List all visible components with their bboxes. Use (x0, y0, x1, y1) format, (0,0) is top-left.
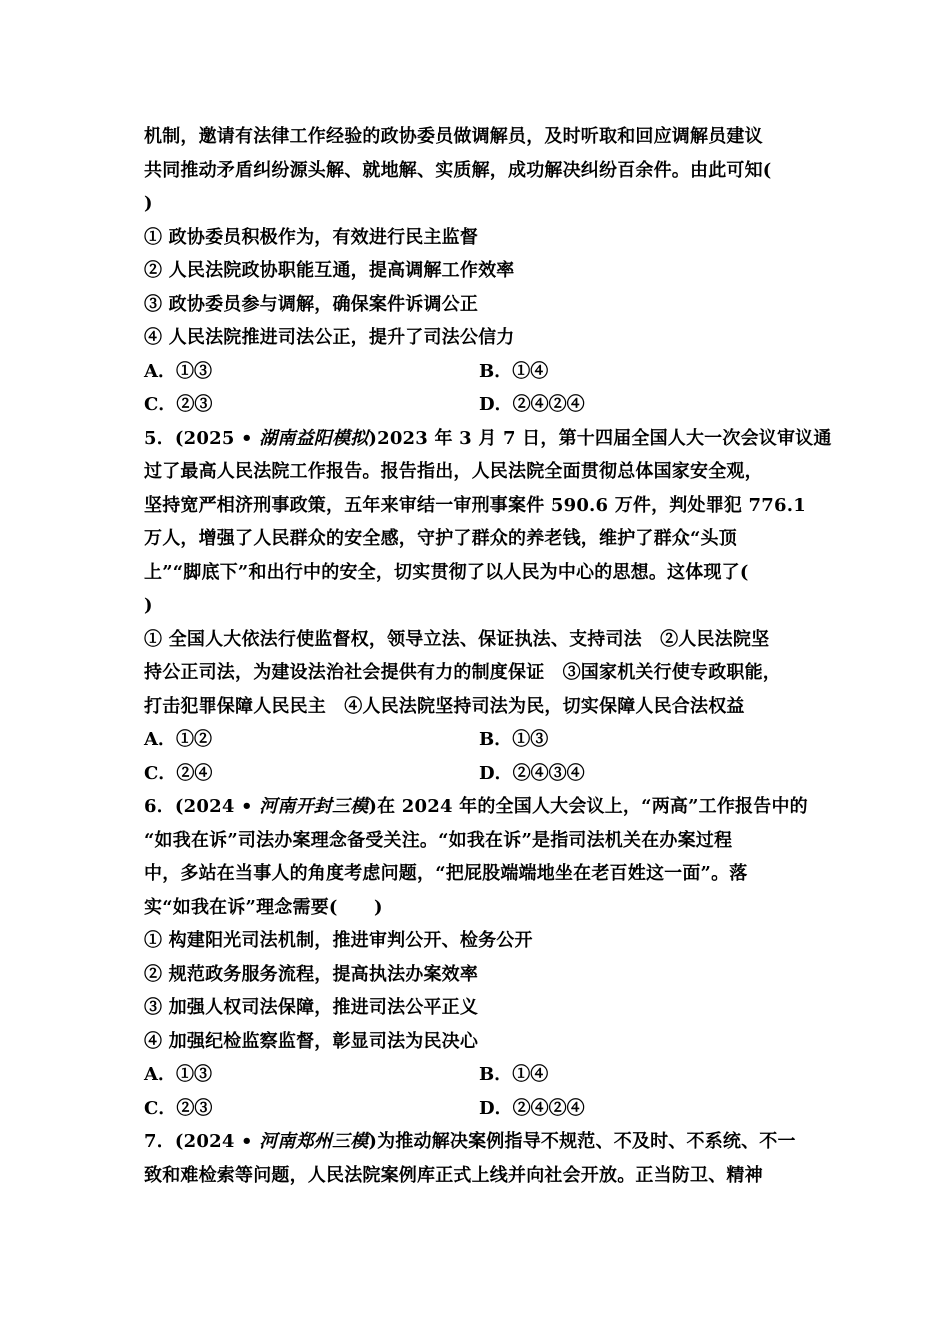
statement-item: ③ 政协委员参与调解，确保案件诉调公正 (144, 293, 479, 315)
statement-item: ② 规范政务服务流程，提高执法办案效率 (144, 963, 479, 985)
question-text-line: ) (144, 595, 153, 616)
question-6 (144, 790, 824, 1125)
statement-line: 持公正司法，为建设法治社会提供有力的制度保证 ③国家机关行使专政职能， (144, 662, 781, 683)
options-row (144, 723, 824, 757)
question-7 (144, 1125, 824, 1192)
options-row (144, 1092, 824, 1126)
statement-line: ① 全国人大依法行使监督权，领导立法、保证执法、支持司法 ②人民法院坚 (144, 628, 770, 650)
option-d: D．②④②④ (479, 1097, 585, 1119)
question-4-continuation (144, 120, 824, 422)
question-text-line: 实“如我在诉”理念需要( ) (144, 896, 383, 918)
option-a: A．①② (144, 729, 212, 750)
question-text: )2023 年 3 月 7 日，第十四届全国人大一次会议审议通 (368, 427, 832, 449)
option-c: C．②③ (144, 1097, 213, 1119)
exam-page (144, 120, 832, 1192)
option-a: A．①③ (144, 360, 212, 382)
options-row (144, 388, 824, 422)
statement-item: ④ 加强纪检监察监督，彰显司法为民决心 (144, 1030, 479, 1052)
question-text-line: 致和难检索等问题，人民法院案例库正式上线并向社会开放。正当防卫、精神 (144, 1164, 763, 1186)
options-row (144, 757, 824, 791)
question-header (144, 1125, 824, 1159)
question-text-line: 机制，邀请有法律工作经验的政协委员做调解员，及时听取和回应调解员建议 (144, 126, 763, 147)
question-text-line: 坚持宽严相济刑事政策，五年来审结一审刑事案件 590.6 万件，判处罪犯 776.1 (144, 494, 806, 516)
option-d: D．②④③④ (479, 762, 585, 784)
option-b: B．①④ (479, 1064, 549, 1085)
option-b: B．①④ (479, 360, 549, 382)
question-text-line: 万人，增强了人民群众的安全感，守护了群众的养老钱，维护了群众“头顶 (144, 528, 737, 549)
question-text: )为推动解决案例指导不规范、不及时、不系统、不一 (368, 1131, 796, 1152)
statement-line: 打击犯罪保障人民民主 ④人民法院坚持司法为民，切实保障人民合法权益 (144, 695, 745, 717)
question-text: )在 2024 年的全国人大会议上，“两高”工作报告中的 (368, 796, 808, 817)
question-text-line: 过了最高人民法院工作报告。报告指出，人民法院全面贯彻总体国家安全观， (144, 461, 763, 482)
statement-item: ① 构建阳光司法机制，推进审判公开、检务公开 (144, 930, 533, 951)
question-5 (144, 422, 832, 791)
option-b: B．①③ (479, 729, 549, 750)
options-row (144, 355, 824, 389)
statement-item: ③ 加强人权司法保障，推进司法公平正义 (144, 997, 479, 1018)
options-row (144, 1058, 824, 1092)
question-text-line: “如我在诉”司法办案理念备受关注。“如我在诉”是指司法机关在办案过程 (144, 829, 733, 851)
statement-item: ① 政协委员积极作为，有效进行民主监督 (144, 226, 479, 248)
option-c: C．②④ (144, 762, 213, 784)
question-source: 河南郑州三模 (259, 1131, 369, 1152)
question-source: 河南开封三模 (259, 796, 369, 817)
question-number: 7．(2024 • (144, 1131, 260, 1152)
question-text-line: 上”“脚底下”和出行中的安全，切实贯彻了以人民为中心的思想。这体现了( (144, 561, 749, 583)
question-text-line: 中，多站在当事人的角度考虑问题，“把屁股端端地坐在老百姓这一面”。落 (144, 863, 748, 884)
statement-item: ④ 人民法院推进司法公正，提升了司法公信力 (144, 327, 515, 348)
option-d: D．②④②④ (479, 394, 585, 415)
question-number: 6．(2024 • (144, 796, 260, 817)
statement-item: ② 人民法院政协职能互通，提高调解工作效率 (144, 260, 515, 281)
question-source: 湖南益阳模拟 (259, 427, 369, 449)
question-text-line: ) (144, 193, 153, 214)
question-number: 5．(2025 • (144, 427, 260, 449)
question-header (144, 422, 832, 456)
option-c: C．②③ (144, 394, 213, 415)
option-a: A．①③ (144, 1064, 212, 1085)
question-text-line: 共同推动矛盾纠纷源头解、就地解、实质解，成功解决纠纷百余件。由此可知( (144, 159, 772, 181)
question-header (144, 790, 824, 824)
